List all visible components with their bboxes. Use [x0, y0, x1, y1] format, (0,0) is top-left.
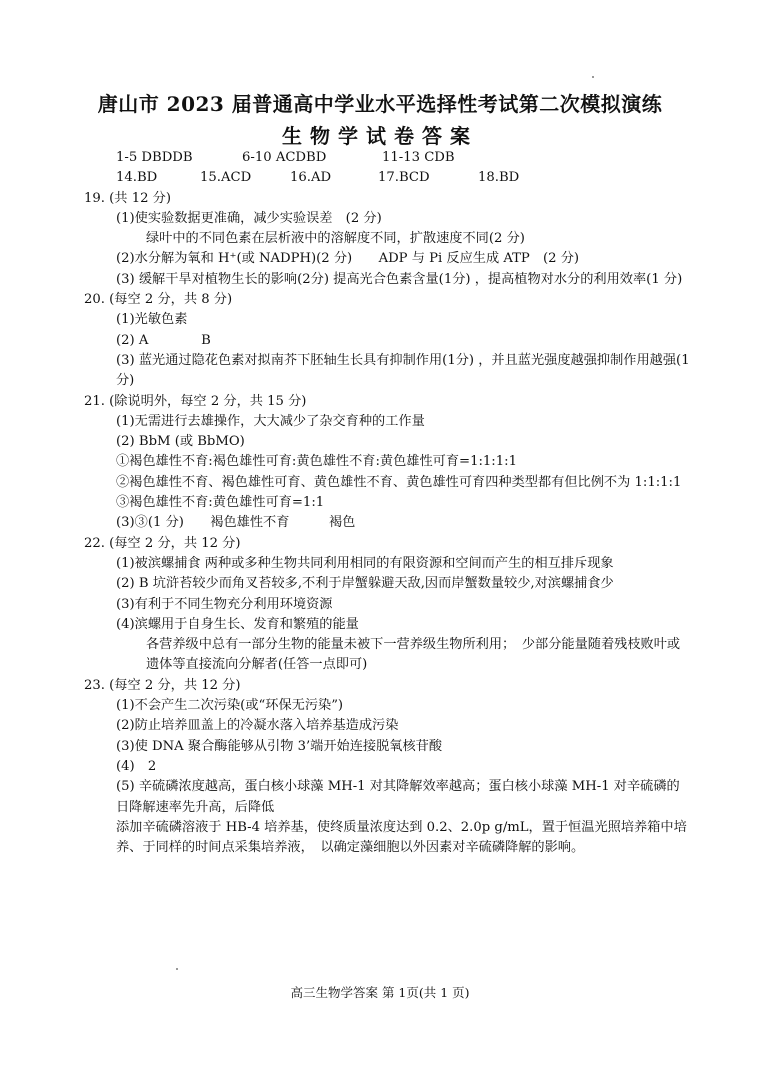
q20-line: (1)光敏色素	[116, 312, 188, 328]
q19-line: 绿叶中的不同色素在层析液中的溶解度不同，扩散速度不同(2 分)	[146, 231, 525, 247]
q23-heading: 23. (每空 2 分，共 12 分)	[84, 677, 241, 693]
q21-line: ②褐色雄性不育、褐色雄性可育、黄色雄性不育、黄色雄性可育四种类型都有但比例不为 1:1:1:1	[116, 474, 682, 490]
q23-line: (1)不会产生二次污染(或“环保无污染”)	[116, 698, 344, 714]
choice-group: 17.BCD	[378, 170, 430, 186]
choice-group: 11-13 CDB	[382, 150, 455, 165]
q21-line: (3)③(1 分) 褐色雄性不育 褐色	[116, 515, 356, 531]
q22-line: 各营养级中总有一部分生物的能量未被下一营养级生物所利用； 少部分能量随着残枝败叶或遗体等直接流向分解者(任答一点即可)	[146, 637, 681, 673]
choice-group: 15.ACD	[200, 170, 252, 186]
choice-group: 6-10 ACDBD	[242, 150, 327, 165]
choice-group: 18.BD	[478, 170, 520, 186]
q19-heading: 19. (共 12 分)	[84, 190, 171, 206]
q21-line: (1)无需进行去雄操作，大大减少了杂交育种的工作量	[116, 413, 425, 429]
choice-row-1	[84, 148, 690, 168]
q23-line: (5) 辛硫磷浓度越高，蛋白核小球藻 MH-1 对其降解效率越高；蛋白核小球藻 MH-1 对辛硫磷的日降解速率先升高，后降低	[116, 779, 680, 815]
page-subtitle: 生物学试卷答案	[282, 124, 478, 148]
choice-group: 1-5 DBDDB	[116, 150, 193, 165]
q19-line: (2)水分解为氧和 H⁺(或 NADPH)(2 分) ADP 与 Pi 反应生成 ATP (2 分)	[116, 251, 580, 267]
q23-line: (2)防止培养皿盖上的冷凝水落入培养基造成污染	[116, 718, 399, 734]
q23-line: (4) 2	[116, 758, 157, 774]
q22-line: (1)被滨螺捕食 两种或多种生物共同利用相同的有限资源和空间而产生的相互排斥现象	[116, 555, 614, 571]
page-footer: 高三生物学答案 第 1页(共 1 页)	[290, 985, 470, 1000]
q19-line: (1)使实验数据更准确，减少实验误差 (2 分)	[116, 210, 382, 226]
choice-group: 14.BD	[116, 170, 158, 186]
choice-group: 16.AD	[290, 170, 332, 186]
q22-heading: 22. (每空 2 分，共 12 分)	[84, 535, 241, 551]
q22-line: (4)滨螺用于自身生长、发育和繁殖的能量	[116, 616, 359, 632]
q20-line: (2) A B	[116, 332, 211, 348]
q20-heading: 20. (每空 2 分，共 8 分)	[84, 292, 233, 308]
q20-line: (3) 蓝光通过隐花色素对拟南芥下胚轴生长具有抑制作用(1分) ，并且蓝光强度越强抑制作用越强(1 分)	[116, 352, 690, 389]
q21-line: ③褐色雄性不育:黄色雄性可育=1:1	[116, 495, 325, 511]
scan-speck	[592, 76, 594, 78]
q21-line: (2) BbM (或 BbMO)	[116, 434, 245, 450]
q19-line: (3) 缓解干旱对植物生长的影响(2分) 提高光合色素含量(1分) ，提高植物对水分的利用效率(1 分)	[116, 271, 683, 287]
q23-line: (3)使 DNA 聚合酶能够从引物 3’端开始连接脱氧核苷酸	[116, 738, 443, 754]
q23-line: 添加辛硫磷溶液于 HB-4 培养基，使终质量浓度达到 0.2、2.0p g/mL，置于恒温光照培养箱中培养、于同样的时间点采集培养液， 以确定藻细胞以外因素对辛硫磷降解的影响。	[116, 819, 687, 856]
q21-heading: 21. (除说明外，每空 2 分，共 15 分)	[84, 393, 307, 409]
answer-body	[84, 148, 690, 858]
q22-line: (2) B 坑浒苔较少而角叉苔较多,不利于岸蟹躲避天敌,因而岸蟹数量较少,对滨螺捕食少	[116, 576, 614, 592]
scan-speck	[176, 968, 178, 970]
choice-row-2	[84, 168, 690, 188]
q21-line: ①褐色雄性不育:褐色雄性可育:黄色雄性不育:黄色雄性可育=1:1:1:1	[116, 454, 517, 470]
page-title: 唐山市 2023 届普通高中学业水平选择性考试第二次模拟演练	[97, 92, 663, 116]
q22-line: (3)有利于不同生物充分利用环境资源	[116, 596, 333, 612]
